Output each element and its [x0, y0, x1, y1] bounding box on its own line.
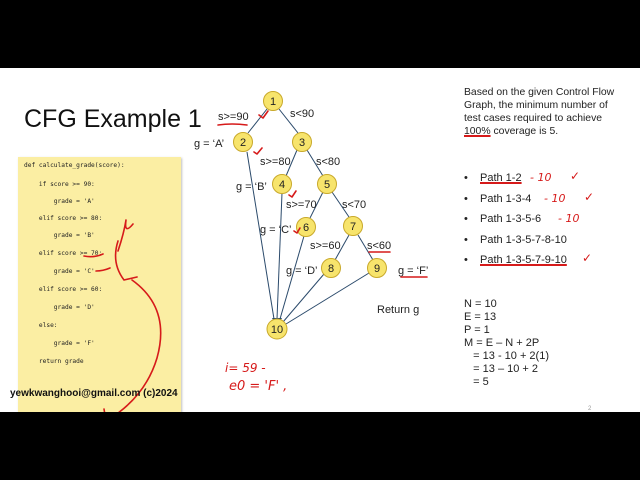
graph-nodes [234, 92, 387, 340]
ink-check-icon: ✓ [570, 169, 581, 183]
ink-tick-edge-1-2 [259, 111, 268, 118]
node-label: 10 [270, 324, 284, 336]
node-2 [234, 133, 253, 152]
ink-tick-node-2 [254, 148, 262, 154]
node-10 [267, 319, 287, 339]
code-line: if score >= 90: [24, 181, 95, 188]
coverage-highlight: 100% [464, 126, 491, 137]
metric-line: = 13 - 10 + 2(1) [464, 350, 549, 362]
node-3 [293, 133, 312, 152]
code-line: grade = 'C' [24, 268, 95, 275]
path-text: Path 1-3-5-6 [480, 213, 542, 225]
description-text: Based on the given Control Flow Graph, the minimum number of test cases required to achieve [464, 87, 615, 124]
metric-line: = 5 [464, 376, 489, 388]
slide-title: CFG Example 1 [24, 105, 202, 133]
coverage-description [464, 86, 624, 138]
condition-label: s>=70 [286, 199, 317, 211]
node-label: 8 [327, 263, 335, 275]
page-number: 2 [588, 406, 592, 412]
assignment-label: g = ‘B’ [236, 181, 267, 193]
node-label: 7 [349, 221, 357, 233]
metric-line: = 13 – 10 + 2 [464, 363, 539, 375]
edge-4-10 [277, 193, 282, 319]
node-4 [273, 175, 292, 194]
edge-9-10 [286, 273, 369, 324]
path-text: Path 1-2 [480, 172, 522, 184]
node-label: 5 [323, 179, 331, 191]
ink-path-note: - 10 [544, 191, 566, 205]
condition-label: s<70 [342, 199, 367, 211]
ink-code-ge90-mark [84, 254, 103, 257]
node-8 [322, 259, 341, 278]
condition-label: s<80 [316, 156, 341, 168]
ink-path-note: - 10 [530, 171, 552, 184]
ink-note-2: e0 = 'F' , [229, 379, 288, 394]
path-text: Path 1-3-5-7-8-10 [480, 233, 567, 246]
ink-check-icon: ✓ [582, 251, 593, 265]
assignment-label: g = ‘A’ [194, 138, 225, 150]
path-text: Path 1-3-5-7-9-10 [480, 254, 567, 266]
metric-line: P = 1 [464, 324, 490, 336]
code-line: elif score >= 60: [24, 286, 103, 293]
ink-check-icon: ✓ [584, 189, 595, 204]
ink-tick-node-4 [289, 191, 296, 197]
ink-code-a-mark [96, 268, 110, 271]
node-label: 2 [239, 137, 247, 149]
path-text: Path 1-3-4 [480, 192, 532, 205]
edge-1-2 [248, 109, 267, 133]
metric-line: M = E – N + 2P [464, 337, 540, 349]
code-line: else: [24, 322, 58, 329]
assignment-label: g = ‘D’ [286, 265, 318, 277]
condition-label: s>=60 [310, 240, 341, 252]
node-9 [368, 259, 387, 278]
node-7 [344, 217, 363, 236]
edge-8-10 [283, 274, 324, 322]
condition-label: s<90 [290, 108, 315, 120]
return-label: Return g [377, 304, 420, 316]
bullet-icon: • [464, 233, 468, 246]
node-label: 6 [302, 222, 310, 234]
code-line: grade = 'D' [24, 304, 95, 311]
condition-label: s>=90 [218, 111, 249, 123]
node-label: 4 [278, 179, 286, 191]
code-line: grade = 'A' [24, 198, 95, 205]
description-text: coverage is 5. [490, 126, 559, 137]
code-line: elif score >= 80: [24, 215, 103, 222]
node-label: 3 [298, 137, 306, 149]
bullet-icon: • [464, 192, 468, 205]
ink-note-1: i= 59 - [225, 361, 266, 375]
edge-6-10 [280, 236, 304, 319]
node-5 [318, 175, 337, 194]
author-email: yewkwanghooi@gmail.com (c)2024 [10, 388, 178, 399]
code-line: return grade [24, 358, 84, 365]
bullet-icon: • [464, 172, 468, 184]
bullet-icon: • [464, 213, 468, 225]
ink-underline-s-ge-90 [218, 124, 247, 125]
node-6 [297, 218, 316, 237]
assignment-label: g = ‘C’ [260, 224, 292, 236]
code-line: grade = 'F' [24, 340, 95, 347]
assignment-label: g = ‘F’ [398, 265, 429, 277]
code-line: elif score >= 70: [24, 250, 103, 257]
ink-path-note: - 10 [558, 212, 580, 225]
node-label: 9 [373, 263, 381, 275]
metric-line: N = 10 [464, 298, 497, 310]
metric-line: E = 13 [464, 311, 497, 323]
node-label: 1 [269, 96, 277, 108]
condition-label: s>=80 [260, 156, 291, 168]
node-1 [264, 92, 283, 111]
complexity-metrics [464, 298, 549, 389]
ink-code-squiggle [118, 220, 133, 251]
code-line: grade = 'B' [24, 232, 95, 239]
slide [0, 68, 640, 412]
bullet-icon: • [464, 254, 468, 266]
condition-label: s<60 [367, 240, 392, 252]
code-line: def calculate_grade(score): [24, 162, 125, 169]
